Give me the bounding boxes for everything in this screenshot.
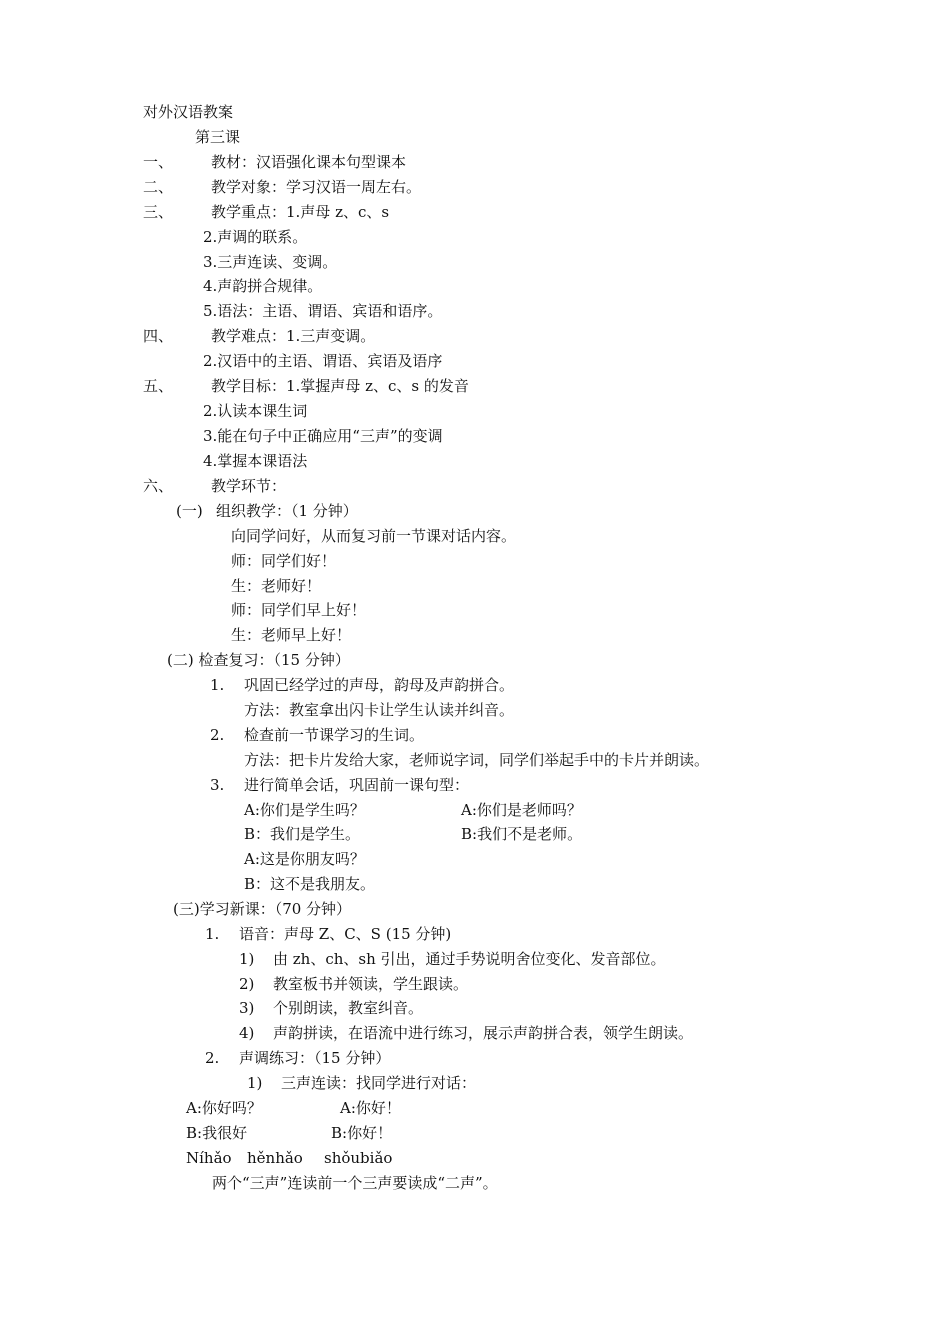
list-item: 4.掌握本课语法 [203, 452, 308, 470]
item-text: 声调练习：（15 分钟） [239, 1049, 391, 1067]
item-number: 2. [205, 1049, 220, 1067]
section-text: 教学重点：1.声母 z、c、s [211, 203, 390, 221]
item-number: 1. [210, 676, 225, 694]
sub-item-number: 2) [239, 975, 255, 993]
dialogue-right: B:我们不是老师。 [461, 825, 583, 843]
sub-item [239, 949, 666, 969]
sub-item-text: 个别朗读，教室纠音。 [273, 999, 424, 1017]
dialogue-left: A:你好吗？ [186, 1099, 262, 1117]
numbered-item [205, 924, 451, 944]
list-item: 2.声调的联系。 [203, 228, 308, 246]
dialogue-right: B:你好！ [331, 1124, 393, 1142]
lesson-title: 第三课 [195, 128, 241, 146]
part-number: (一) [176, 502, 203, 520]
sub-item [239, 998, 423, 1018]
sub-item [247, 1073, 476, 1093]
note-text: 两个“三声”连读前一个三声要读成“二声”。 [212, 1174, 498, 1192]
method-text: 方法：教室拿出闪卡让学生认读并纠音。 [244, 701, 515, 719]
sub-item-number: 4) [239, 1024, 255, 1042]
item-number: 3. [210, 776, 225, 794]
paragraph: 向同学问好，从而复习前一节课对话内容。 [231, 527, 517, 545]
dialogue-row [186, 1098, 401, 1118]
item-text: 进行简单会话，巩固前一课句型： [244, 776, 470, 794]
dialogue-line: 师：同学们好！ [231, 552, 337, 570]
section-text: 教学目标：1.掌握声母 z、c、s 的发音 [211, 377, 469, 395]
sub-item [239, 1023, 693, 1043]
item-text: 巩固已经学过的声母，韵母及声韵拼合。 [244, 676, 515, 694]
section-number: 一、 [143, 153, 174, 171]
dialogue-line: B：这不是我朋友。 [244, 875, 376, 893]
section-1 [143, 152, 406, 172]
sub-item-text: 声韵拼读，在语流中进行练习，展示声韵拼合表，领学生朗读。 [273, 1024, 694, 1042]
sub-item-text: 三声连读：找同学进行对话： [281, 1074, 477, 1092]
section-6 [143, 476, 286, 496]
section-text: 教学难点：1.三声变调。 [211, 327, 376, 345]
sub-item-text: 由 zh、ch、sh 引出，通过手势说明舍位变化、发音部位。 [273, 950, 666, 968]
dialogue-row [244, 800, 582, 820]
dialogue-right: A:你们是老师吗？ [461, 801, 582, 819]
section-text: 教材：汉语强化课本句型课本 [211, 153, 407, 171]
section-5 [143, 376, 469, 396]
dialogue-line: 生：老师早上好！ [231, 626, 352, 644]
section-number: 六、 [143, 477, 174, 495]
item-number: 2. [210, 726, 225, 744]
doc-title: 对外汉语教案 [143, 103, 234, 121]
section-number: 二、 [143, 178, 174, 196]
part-2-heading: (二) 检查复习：（15 分钟） [167, 651, 350, 669]
section-4 [143, 326, 375, 346]
section-text: 教学对象：学习汉语一周左右。 [211, 178, 422, 196]
pinyin-word: Níhǎo [186, 1149, 232, 1167]
part-1-heading [176, 501, 358, 521]
list-item: 2.汉语中的主语、谓语、宾语及语序 [203, 352, 443, 370]
dialogue-line: A:这是你朋友吗？ [244, 850, 365, 868]
dialogue-left: A:你们是学生吗？ [244, 801, 365, 819]
numbered-item [210, 775, 469, 795]
pinyin-row [186, 1148, 393, 1168]
dialogue-row [186, 1123, 393, 1143]
sub-item-number: 1) [239, 950, 255, 968]
section-text: 教学环节： [211, 477, 287, 495]
dialogue-line: 生：老师好！ [231, 577, 322, 595]
list-item: 5.语法：主语、谓语、宾语和语序。 [203, 302, 443, 320]
dialogue-right: A:你好！ [340, 1099, 401, 1117]
section-3 [143, 202, 389, 222]
dialogue-row [244, 824, 583, 844]
list-item: 3.三声连读、变调。 [203, 253, 338, 271]
numbered-item [210, 725, 424, 745]
numbered-item [210, 675, 514, 695]
section-number: 三、 [143, 203, 174, 221]
pinyin-word: shǒubiǎo [324, 1149, 393, 1167]
part-3-heading: (三)学习新课：（70 分钟） [173, 900, 352, 918]
method-text: 方法：把卡片发给大家，老师说字词，同学们举起手中的卡片并朗读。 [244, 751, 710, 769]
list-item: 4.声韵拼合规律。 [203, 277, 323, 295]
pinyin-word: hěnhǎo [247, 1149, 303, 1167]
dialogue-left: B：我们是学生。 [244, 825, 361, 843]
item-text: 检查前一节课学习的生词。 [244, 726, 425, 744]
dialogue-line: 师：同学们早上好！ [231, 601, 367, 619]
list-item: 3.能在句子中正确应用“三声”的变调 [203, 427, 443, 445]
numbered-item [205, 1048, 390, 1068]
part-title: 组织教学：（1 分钟） [216, 502, 358, 520]
section-2 [143, 177, 421, 197]
item-text: 语音：声母 Z、C、S (15 分钟) [239, 925, 452, 943]
sub-item [239, 974, 468, 994]
section-number: 五、 [143, 377, 174, 395]
sub-item-text: 教室板书并领读，学生跟读。 [273, 975, 469, 993]
sub-item-number: 1) [247, 1074, 263, 1092]
dialogue-left: B:我很好 [186, 1124, 248, 1142]
list-item: 2.认读本课生词 [203, 402, 308, 420]
item-number: 1. [205, 925, 220, 943]
sub-item-number: 3) [239, 999, 255, 1017]
section-number: 四、 [143, 327, 174, 345]
